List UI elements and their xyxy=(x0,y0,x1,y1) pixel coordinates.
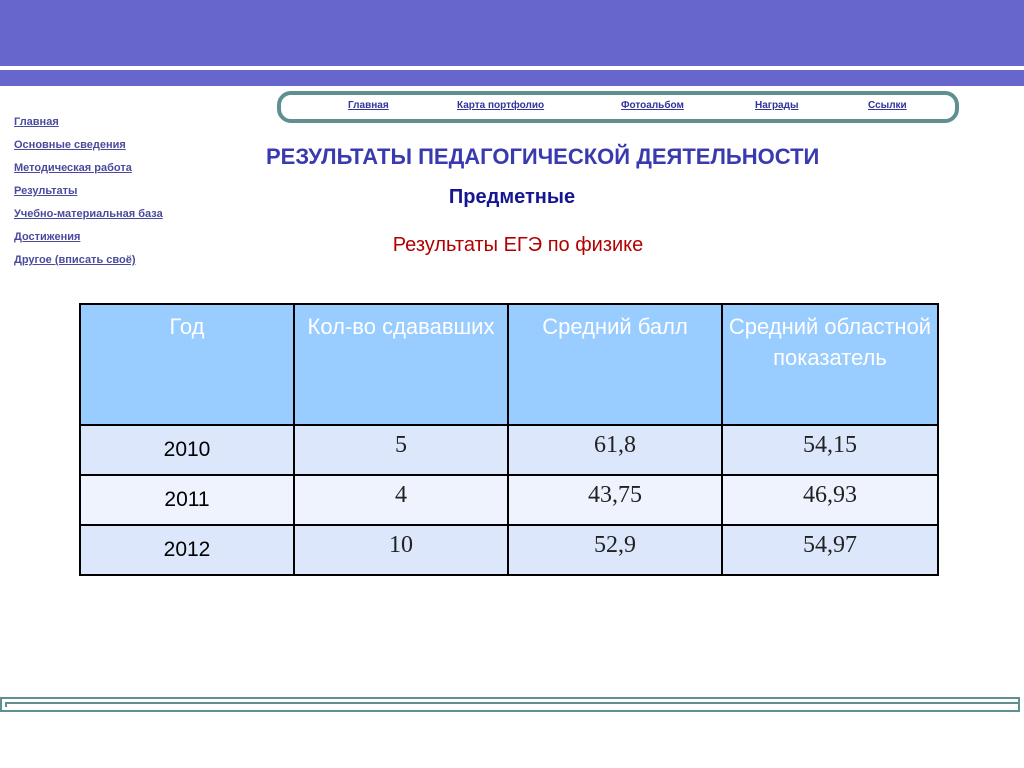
cell-participants: 4 xyxy=(294,475,508,525)
side-navigation xyxy=(14,116,163,277)
cell-regional-average: 54,97 xyxy=(722,525,938,575)
cell-average-score: 43,75 xyxy=(508,475,722,525)
top-stripe xyxy=(0,70,1024,86)
table-row xyxy=(80,525,938,575)
page-subtitle: Предметные xyxy=(448,186,576,208)
table-header-row xyxy=(80,304,938,425)
top-banner xyxy=(0,0,1024,66)
cell-year: 2012 xyxy=(80,525,294,575)
topnav-home-link[interactable]: Главная xyxy=(348,100,389,111)
header-year: Год xyxy=(80,304,294,425)
results-table xyxy=(79,303,939,576)
cell-year: 2010 xyxy=(80,425,294,475)
header-participants: Кол-во сдававших xyxy=(294,304,508,425)
topnav-portfolio-map-link[interactable]: Карта портфолио xyxy=(457,100,545,111)
header-average-score: Средний балл xyxy=(508,304,722,425)
cell-average-score: 52,9 xyxy=(508,525,722,575)
cell-average-score: 61,8 xyxy=(508,425,722,475)
cell-year: 2011 xyxy=(80,475,294,525)
topnav-photo-album-link[interactable]: Фотоальбом xyxy=(621,100,684,111)
table-caption: Результаты ЕГЭ по физике xyxy=(392,234,644,256)
cell-participants: 5 xyxy=(294,425,508,475)
table-row xyxy=(80,425,938,475)
topnav-links-link[interactable]: Ссылки xyxy=(868,100,907,111)
cell-regional-average: 54,15 xyxy=(722,425,938,475)
bottom-bar xyxy=(0,697,1020,712)
top-navigation xyxy=(277,91,959,123)
header-regional-average: Средний областной показатель xyxy=(722,304,938,425)
cell-participants: 10 xyxy=(294,525,508,575)
sidebar-item-results[interactable]: Результаты xyxy=(14,185,78,197)
sidebar-item-basic-info[interactable]: Основные сведения xyxy=(14,139,126,151)
sidebar-item-achievements[interactable]: Достижения xyxy=(14,231,81,243)
sidebar-item-home[interactable]: Главная xyxy=(14,116,59,128)
bottom-bar-inner xyxy=(5,702,1018,707)
sidebar-item-methodical-work[interactable]: Методическая работа xyxy=(14,162,132,174)
table-row xyxy=(80,475,938,525)
page-title: РЕЗУЛЬТАТЫ ПЕДАГОГИЧЕСКОЙ ДЕЯТЕЛЬНОСТИ xyxy=(266,144,820,169)
cell-regional-average: 46,93 xyxy=(722,475,938,525)
sidebar-item-other[interactable]: Другое (вписать своё) xyxy=(14,254,136,266)
sidebar-item-educational-base[interactable]: Учебно-материальная база xyxy=(14,208,163,220)
topnav-awards-link[interactable]: Награды xyxy=(755,100,799,111)
